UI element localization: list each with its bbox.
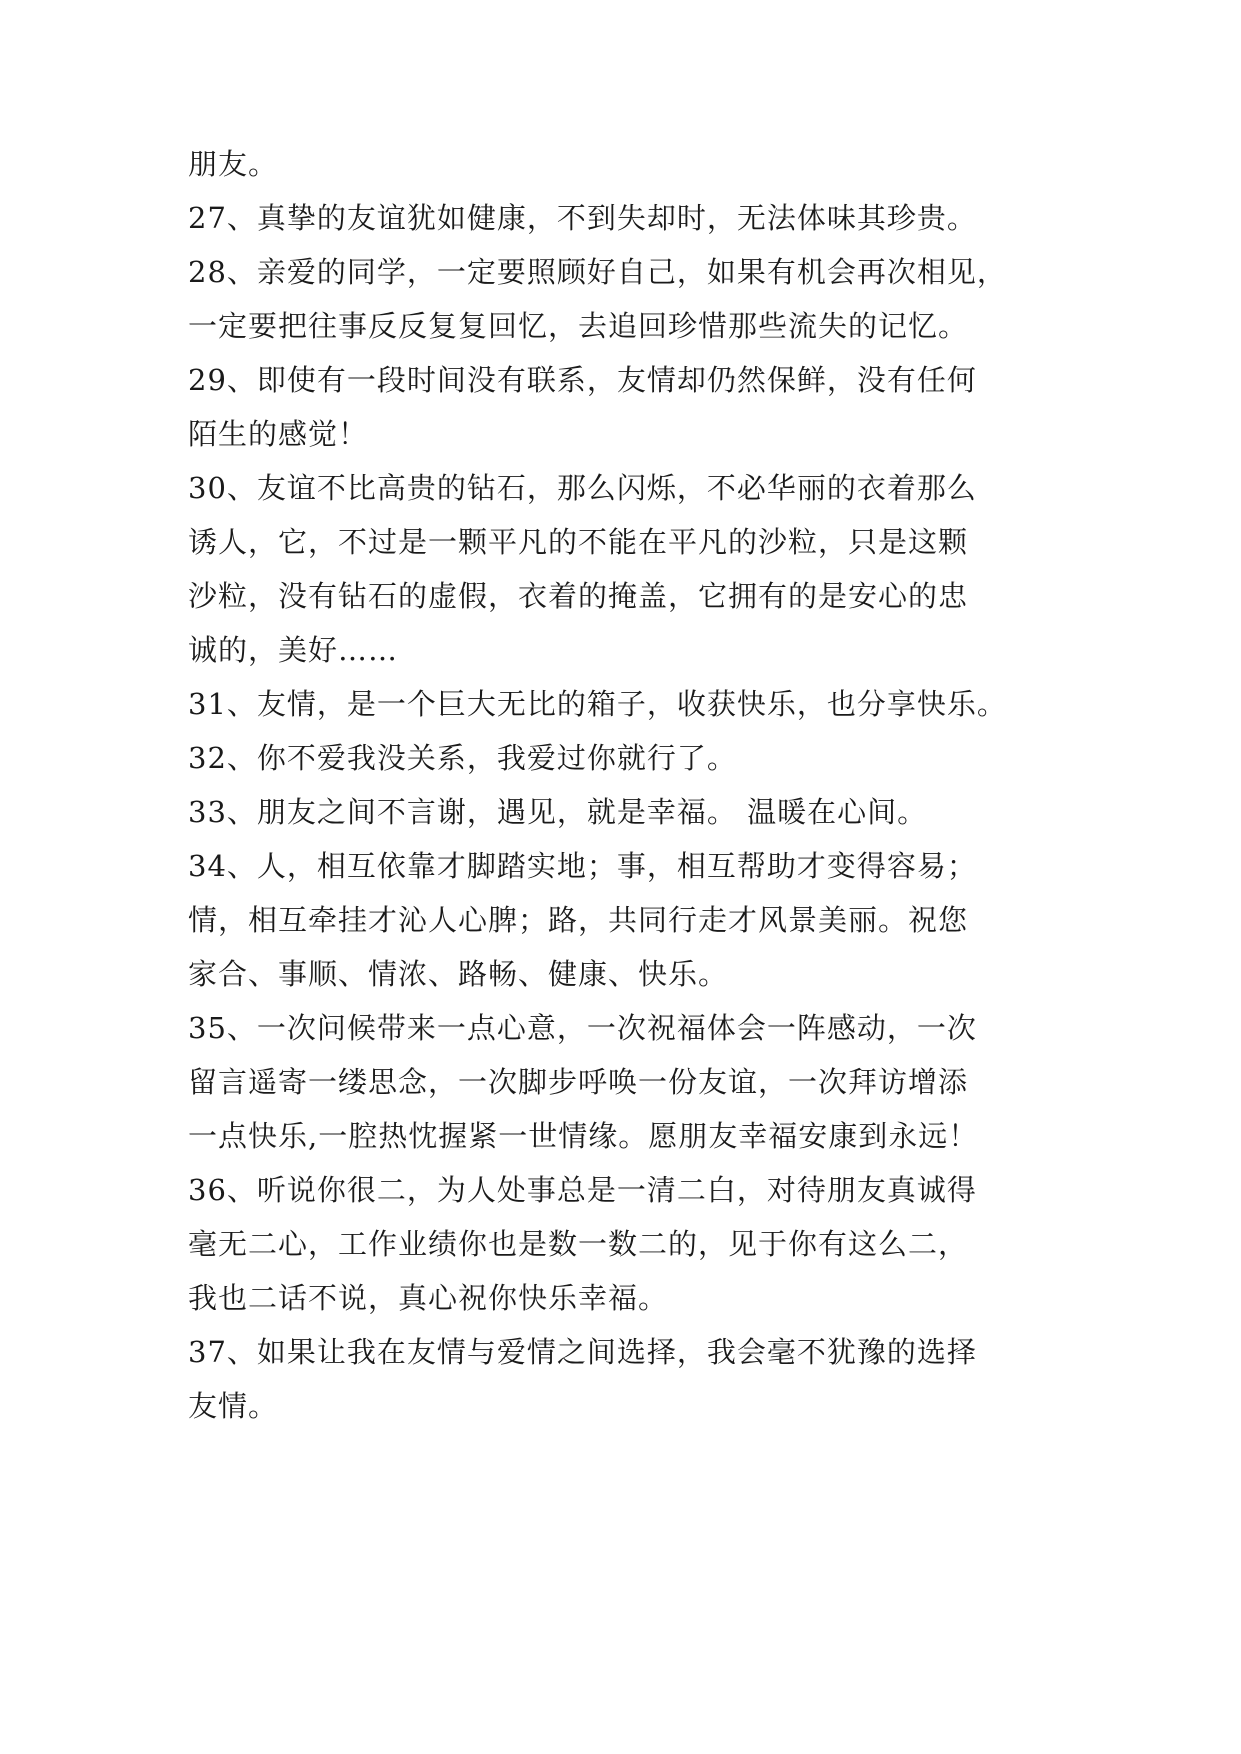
text-line: 37、如果让我在友情与爱情之间选择，我会毫不犹豫的选择 [188,1335,977,1369]
text-line: 毫无二心，工作业绩你也是数一数二的，见于你有这么二， [188,1227,969,1261]
text-line: 一点快乐,一腔热忱握紧一世情缘。愿朋友幸福安康到永远！ [188,1119,979,1153]
text-line: 31、友情，是一个巨大无比的箱子，收获快乐，也分享快乐。 [188,687,1007,721]
text-line: 我也二话不说，真心祝你快乐幸福。 [188,1281,669,1315]
text-line: 情，相互牵挂才沁人心脾；路，共同行走才风景美丽。祝您 [188,903,969,937]
text-line: 29、即使有一段时间没有联系，友情却仍然保鲜，没有任何 [188,363,977,397]
text-line: 34、人，相互依靠才脚踏实地；事，相互帮助才变得容易； [188,849,977,883]
text-line: 30、友谊不比高贵的钻石，那么闪烁，不必华丽的衣着那么 [188,471,977,505]
text-line: 32、你不爱我没关系，我爱过你就行了。 [188,741,737,775]
text-line: 36、听说你很二，为人处事总是一清二白，对待朋友真诚得 [188,1173,977,1207]
text-line: 27、真挚的友谊犹如健康，不到失却时，无法体味其珍贵。 [188,201,977,235]
text-line: 一定要把往事反反复复回忆，去追回珍惜那些流失的记忆。 [188,309,969,343]
text-line: 33、朋友之间不言谢，遇见，就是幸福。 温暖在心间。 [188,795,928,829]
text-line: 陌生的感觉！ [188,417,369,451]
text-line: 家合、事顺、情浓、路畅、健康、快乐。 [188,957,729,991]
text-line: 诚的，美好…… [188,633,399,667]
text-line: 28、亲爱的同学，一定要照顾好自己，如果有机会再次相见， [188,255,1007,289]
text-line: 诱人，它，不过是一颗平凡的不能在平凡的沙粒，只是这颗 [188,525,969,559]
text-line: 朋友。 [188,147,279,181]
text-line: 35、一次问候带来一点心意，一次祝福体会一阵感动，一次 [188,1011,977,1045]
text-line: 沙粒，没有钻石的虚假，衣着的掩盖，它拥有的是安心的忠 [188,579,969,613]
text-line: 留言遥寄一缕思念，一次脚步呼唤一份友谊，一次拜访增添 [188,1065,969,1099]
text-line: 友情。 [188,1389,279,1423]
